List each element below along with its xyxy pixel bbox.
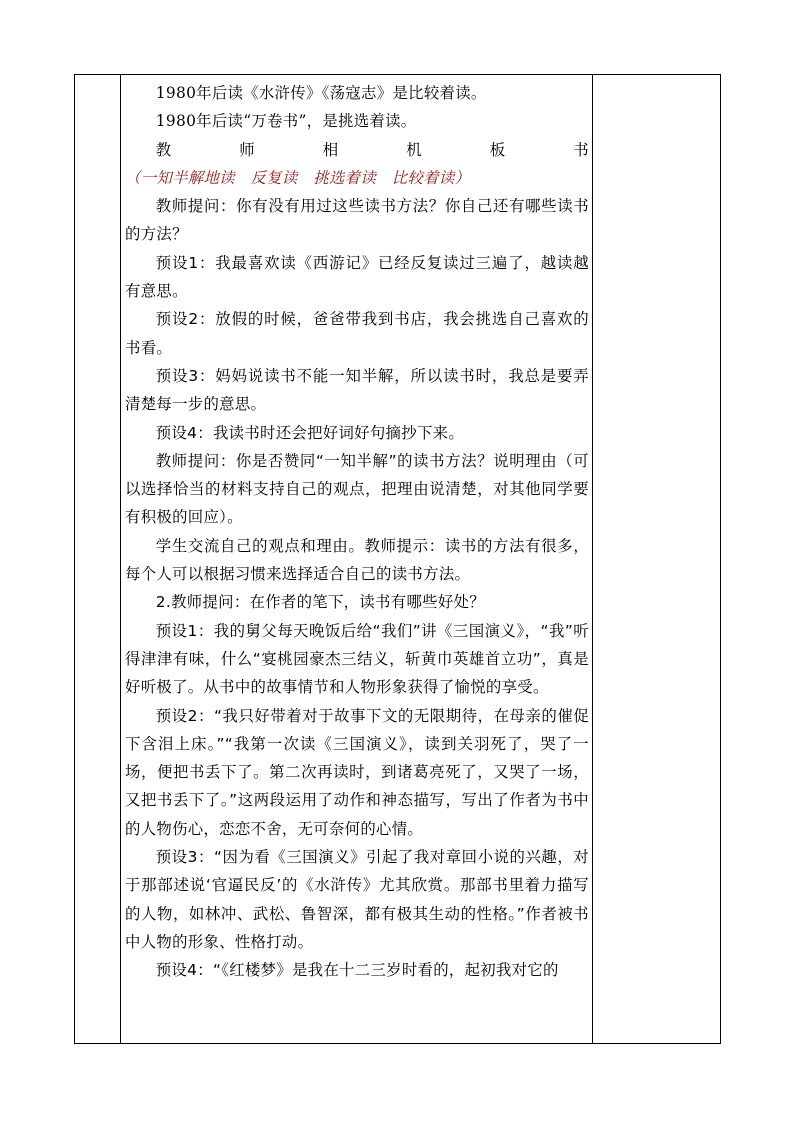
teacher-question-1: 教师提问：你有没有用过这些读书方法？你自己还有哪些读书的方法？ [125, 197, 589, 244]
benefit-preset-4: 预设4：“《红楼梦》是我在十二三岁时看的，起初我对它的 [155, 961, 559, 980]
benefit-preset-2: 预设2：“我只好带着对于故事下文的无限期待，在母亲的催促下含泪上床。”“我第一次读《三国演义》，读到关羽死了，哭了一场，便把书丢下了。第二次再读时，到诸葛亮死了，又哭了一场，又把书丢下了。”这两段运用了动作和神态描写，写出了作者为书中的人物伤心，恋恋不舍，无可奈何的心情。 [125, 706, 589, 838]
benefit-preset-1: 预设1：我的舅父每天晚饭后给“我们”讲《三国演义》，“我”听得津津有味，什么“宴桃园豪杰三结义，斩黄巾英雄首立功”，真是好听极了。从书中的故事情节和人物形象获得了愉悦的享受。 [125, 621, 589, 697]
board-writing-lead: 教师相机板书 [155, 140, 589, 159]
student-discussion: 学生交流自己的观点和理由。教师提示：读书的方法有很多，每个人可以根据习惯来选择适合自己的读书方法。 [125, 536, 589, 584]
board-writing [125, 136, 589, 193]
column-divider-left [120, 75, 121, 1043]
preset-answer-3: 预设3：妈妈说读书不能一知半解，所以读书时，我总是要弄清楚每一步的意思。 [125, 366, 589, 414]
teacher-question-3: 2.教师提问：在作者的笔下，读书有哪些好处？ [155, 593, 485, 612]
preset-answer-2: 预设2：放假的时候，爸爸带我到书店，我会挑选自己喜欢的书看。 [125, 310, 589, 357]
column-divider-right [592, 75, 593, 1043]
preset-answer-4: 预设4：我读书时还会把好词好句摘抄下来。 [155, 423, 465, 442]
board-writing-methods: （一知半解地读 反复读 挑选着读 比较着读） [125, 168, 471, 187]
benefit-preset-3: 预设3：“因为看《三国演义》引起了我对章回小说的兴趣，对于那部述说‘官逼民反’的《水浒传》尤其欣赏。那部书里着力描写的人物，如林冲、武松、鲁智深，都有极其生动的性格。”作者被书中人物的形象、性格打动。 [125, 848, 589, 951]
reading-note-1: 1980年后读《水浒传》《荡寇志》是比较着读。 [155, 84, 487, 102]
preset-answer-1: 预设1：我最喜欢读《西游记》已经反复读过三遍了，越读越有意思。 [125, 253, 589, 301]
lesson-content [125, 79, 589, 985]
teacher-question-2: 教师提问：你是否赞同“一知半解”的读书方法？说明理由（可以选择恰当的材料支持自己的观点，把理由说清楚，对其他同学要有积极的回应）。 [125, 451, 589, 527]
reading-note-2: 1980年后读“万卷书”，是挑选着读。 [155, 112, 417, 131]
lesson-table [74, 74, 721, 1044]
